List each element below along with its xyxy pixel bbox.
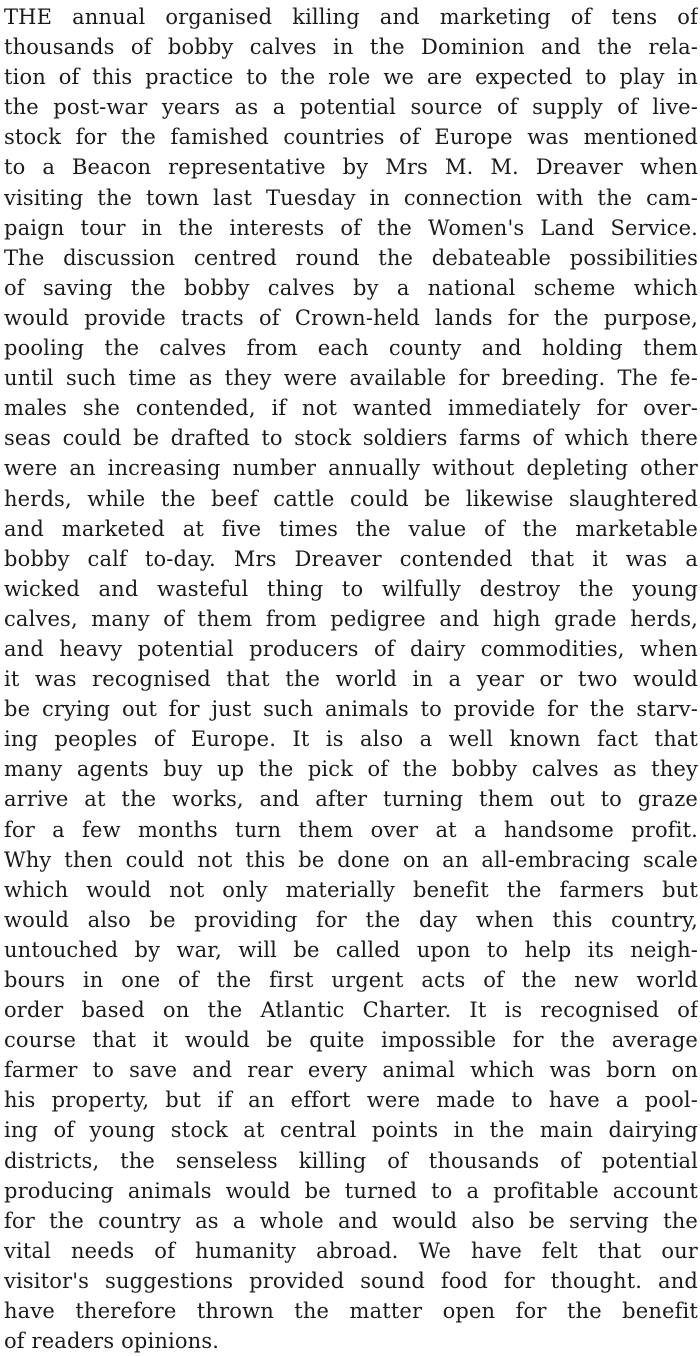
article-line: herds, while the beef cattle could be likewise slaughtered: [4, 486, 698, 511]
article-line: paign tour in the interests of the Women's Land Service.: [4, 215, 698, 240]
article-line: bobby calf to-day. Mrs Dreaver contended that it was a: [4, 546, 698, 571]
article-line: calves, many of them from pedigree and high grade herds,: [4, 606, 698, 631]
article-line: pooling the calves from each county and holding them: [4, 336, 698, 361]
article-line: visitor's suggestions provided sound food for thought. and: [4, 1268, 698, 1293]
article-line: have therefore thrown the matter open for the benefit: [4, 1299, 698, 1324]
article-line: farmer to save and rear every animal which was born on: [4, 1058, 698, 1083]
newspaper-article: [4, 2, 698, 1356]
article-line: Why then could not this be done on an all-embracing scale: [4, 847, 698, 872]
article-line: males she contended, if not wanted immediately for over-: [4, 396, 698, 421]
article-line: of readers opinions.: [4, 1329, 220, 1354]
article-line: order based on the Atlantic Charter. It is recognised of: [4, 998, 698, 1023]
article-line: stock for the famished countries of Europe was mentioned: [4, 125, 698, 150]
article-line: visiting the town last Tuesday in connection with the cam-: [4, 185, 698, 210]
article-line: producing animals would be turned to a profitable account: [4, 1178, 698, 1203]
article-line: The discussion centred round the debateable possibilities: [4, 245, 698, 270]
article-line: arrive at the works, and after turning them out to graze: [4, 787, 698, 812]
article-line: would provide tracts of Crown-held lands for the purpose,: [4, 305, 698, 330]
article-line: were an increasing number annually without depleting other: [4, 456, 698, 481]
article-line: ing peoples of Europe. It is also a well known fact that: [4, 727, 698, 752]
article-line: of saving the bobby calves by a national scheme which: [4, 275, 698, 300]
article-line: to a Beacon representative by Mrs M. M. Dreaver when: [4, 155, 698, 180]
article-line: wicked and wasteful thing to wilfully destroy the young: [4, 576, 698, 601]
article-line: course that it would be quite impossible for the average: [4, 1028, 698, 1053]
article-line: for a few months turn them over at a handsome profit.: [4, 817, 698, 842]
article-line: districts, the senseless killing of thousands of potential: [4, 1148, 698, 1173]
article-line: many agents buy up the pick of the bobby calves as they: [4, 757, 698, 782]
article-line: his property, but if an effort were made to have a pool-: [4, 1088, 698, 1113]
article-line: and heavy potential producers of dairy commodities, when: [4, 636, 698, 661]
article-line: vital needs of humanity abroad. We have felt that our: [4, 1238, 698, 1263]
article-line: seas could be drafted to stock soldiers farms of which there: [4, 426, 698, 451]
article-line: be crying out for just such animals to provide for the starv-: [4, 697, 698, 722]
article-line: ing of young stock at central points in the main dairying: [4, 1118, 698, 1143]
article-line: until such time as they were available for breeding. The fe-: [4, 366, 698, 391]
article-line: which would not only materially benefit the farmers but: [4, 877, 698, 902]
article-line: tion of this practice to the role we are expected to play in: [4, 65, 698, 90]
article-line: thousands of bobby calves in the Dominion and the rela-: [4, 35, 698, 60]
article-line: the post-war years as a potential source of supply of live-: [4, 95, 698, 120]
article-line: bours in one of the first urgent acts of the new world: [4, 968, 698, 992]
article-line: and marketed at five times the value of the marketable: [4, 516, 698, 541]
article-line: for the country as a whole and would also be serving the: [4, 1208, 698, 1233]
article-line: would also be providing for the day when this country,: [4, 907, 698, 932]
article-line: untouched by war, will be called upon to help its neigh-: [4, 937, 698, 962]
article-line: THE annual organised killing and marketing of tens of: [4, 5, 698, 29]
article-line: it was recognised that the world in a year or two would: [4, 667, 698, 692]
